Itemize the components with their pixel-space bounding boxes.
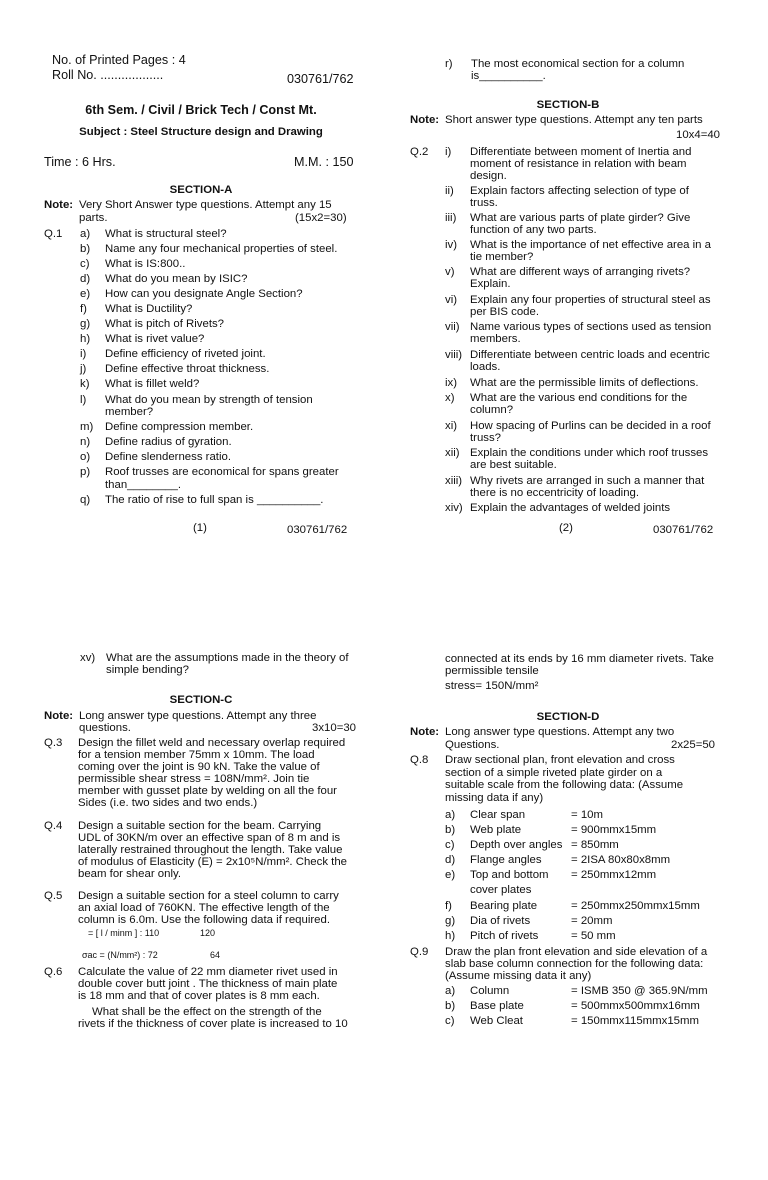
q2-item-text: Differentiate between moment of Inertia and bbox=[470, 146, 692, 158]
section-a-note: Very Short Answer type questions. Attempt any 15 bbox=[79, 199, 332, 211]
stress-row: σac = (N/mm²) : 72 bbox=[82, 950, 158, 960]
footer-code-1: 030761/762 bbox=[287, 524, 348, 536]
q8-item-value: = 900mmx15mm bbox=[571, 824, 657, 836]
slenderness-row: = [ l / minm ] : 110 bbox=[88, 928, 160, 938]
q1-item-label: g) bbox=[80, 318, 91, 330]
q9-item-label: a) bbox=[445, 985, 456, 997]
q1-item-label: n) bbox=[80, 436, 91, 448]
q8-item-key: Dia of rivets bbox=[470, 915, 531, 927]
q7-text-cont-3: stress= 150N/mm² bbox=[445, 680, 539, 692]
q1-item-text: Define compression member. bbox=[105, 421, 254, 433]
q2-item-text: tie member? bbox=[470, 251, 534, 263]
section-c-note: Long answer type questions. Attempt any three bbox=[79, 710, 317, 722]
q4-label: Q.4 bbox=[44, 820, 63, 832]
q4-line: Design a suitable section for the beam. Carrying bbox=[78, 820, 322, 832]
q2-item-label: xiii) bbox=[445, 475, 463, 487]
section-c-note-label: Note: bbox=[44, 710, 74, 722]
q8-item-label: b) bbox=[445, 824, 456, 836]
q2-item-text: What are the permissible limits of deflections. bbox=[470, 377, 699, 389]
q8-item-value: = 10m bbox=[571, 809, 603, 821]
q5-line: Design a suitable section for a steel column to carry bbox=[78, 890, 339, 902]
q9-item-label: c) bbox=[445, 1015, 455, 1027]
q2-item-text: design. bbox=[470, 170, 507, 182]
section-d-marks: 2x25=50 bbox=[671, 739, 716, 751]
q6-label: Q.6 bbox=[44, 966, 63, 978]
section-c-title: SECTION-C bbox=[169, 694, 233, 706]
q5-line: column is 6.0m. Use the following data if required. bbox=[78, 914, 330, 926]
q1-item-label: b) bbox=[80, 243, 91, 255]
q5-label: Q.5 bbox=[44, 890, 63, 902]
page-number-1: (1) bbox=[193, 522, 207, 534]
max-marks: M.M. : 150 bbox=[294, 155, 354, 169]
q3-line: member with gusset plate by welding on all the four bbox=[78, 785, 337, 797]
q8-item-label: d) bbox=[445, 854, 456, 866]
q2-item-text: per BIS code. bbox=[470, 306, 540, 318]
q2-item-text: function of any two parts. bbox=[470, 224, 597, 236]
q8-line: Draw sectional plan, front elevation and cross bbox=[445, 754, 675, 766]
q8-item-label: e) bbox=[445, 869, 456, 881]
q1-item-text: What is rivet value? bbox=[105, 333, 205, 345]
q4-line: beam for shear only. bbox=[78, 868, 181, 880]
q2-item-text: Name various types of sections used as tension bbox=[470, 321, 712, 333]
subject-line: Subject : Steel Structure design and Drawing bbox=[79, 126, 323, 138]
q3-line: coming over the joint is 90 kN. Take the value of bbox=[78, 761, 320, 773]
section-a-marks: (15x2=30) bbox=[295, 212, 347, 224]
q6-text-b: What shall be the effect on the strength of the bbox=[92, 1006, 322, 1018]
q1-item-label: f) bbox=[80, 303, 87, 315]
section-c-marks: 3x10=30 bbox=[312, 722, 357, 734]
q6-text-c: rivets if the thickness of cover plate is increased to 10 bbox=[78, 1018, 348, 1030]
q2-item-label: xiv) bbox=[445, 502, 463, 514]
q1-item-text: What is Ductility? bbox=[105, 303, 193, 315]
q2-item-text: What are different ways of arranging rivets? bbox=[470, 266, 691, 278]
q9-item-label: b) bbox=[445, 1000, 456, 1012]
q8-item-label: g) bbox=[445, 915, 456, 927]
q2-item-text: column? bbox=[470, 404, 514, 416]
q9-item-value: = 150mmx115mmx15mm bbox=[571, 1015, 699, 1027]
q1-item-text: than________. bbox=[105, 479, 182, 491]
q8-item-key: Depth over angles bbox=[470, 839, 563, 851]
q8-item-key: Top and bottom bbox=[470, 869, 549, 881]
q2-item-label: iv) bbox=[445, 239, 458, 251]
q1-item-text: How can you designate Angle Section? bbox=[105, 288, 303, 300]
q9-line: slab base column connection for the following data: bbox=[445, 958, 704, 970]
q1-item-label: p) bbox=[80, 466, 91, 478]
exam-page-2 bbox=[0, 620, 768, 1180]
q8-item-label: c) bbox=[445, 839, 455, 851]
q2-xv-text: What are the assumptions made in the theory of bbox=[106, 652, 349, 664]
q1-item-label: q) bbox=[80, 494, 91, 506]
q8-line: section of a simple riveted plate girder on a bbox=[445, 766, 663, 779]
q2-item-label: ii) bbox=[445, 185, 454, 197]
q1-item-label: o) bbox=[80, 451, 91, 463]
q8-item-key: Clear span bbox=[470, 809, 526, 821]
q3-line: permissible shear stress = 108N/mm². Join tie bbox=[78, 773, 310, 785]
q3-line: for a tension member 75mm x 10mm. The load bbox=[78, 749, 315, 761]
q1-item-text: Roof trusses are economical for spans greater bbox=[105, 466, 339, 478]
q8-item-value: = 20mm bbox=[571, 915, 613, 927]
q8-item-key: cover plates bbox=[470, 884, 532, 896]
q6-line: double cover butt joint . The thickness of main plate bbox=[78, 978, 338, 990]
q3-label: Q.3 bbox=[44, 737, 63, 749]
q2-item-label: viii) bbox=[445, 349, 463, 361]
paper-code: 030761/762 bbox=[287, 72, 354, 86]
q2-item-label: vii) bbox=[445, 321, 460, 333]
q1-item-label: m) bbox=[80, 421, 94, 433]
q9-item-key: Base plate bbox=[470, 1000, 524, 1012]
q2-label: Q.2 bbox=[410, 146, 429, 158]
section-c-note-cont: questions. bbox=[79, 722, 131, 734]
q1-item-text: What do you mean by ISIC? bbox=[105, 273, 248, 285]
q8-item-key: Web plate bbox=[470, 824, 522, 836]
q1-item-text: Define radius of gyration. bbox=[105, 436, 232, 448]
q8-item-label: f) bbox=[445, 900, 452, 912]
q1-item-label: a) bbox=[80, 228, 91, 240]
q4-line: UDL of 30KN/m over an effective span of 8 m and is bbox=[78, 832, 341, 844]
q6-line: is 18 mm and that of cover plates is 8 mm each. bbox=[78, 990, 320, 1002]
q1-item-label: c) bbox=[80, 258, 90, 270]
q2-item-text: truss. bbox=[470, 197, 498, 209]
q1-item-label: d) bbox=[80, 273, 91, 285]
q1-r-text: The most economical section for a column bbox=[471, 58, 685, 70]
q2-item-text: Explain. bbox=[470, 278, 511, 290]
q2-item-label: xii) bbox=[445, 447, 460, 459]
q3-line: Sides (i.e. two sides and two ends.) bbox=[78, 797, 258, 809]
q4-line: of modulus of Elasticity (E) = 2x10⁵N/mm². Check the bbox=[78, 856, 348, 868]
q3-line: Design the fillet weld and necessary overlap required bbox=[78, 737, 346, 749]
q1-label: Q.1 bbox=[44, 228, 63, 240]
q2-item-text: Explain factors affecting selection of type of bbox=[470, 185, 689, 197]
q4-line: laterally restrained throughout the length. Take value bbox=[78, 844, 343, 856]
q8-line: missing data if any) bbox=[445, 791, 544, 804]
q2-item-label: iii) bbox=[445, 212, 457, 224]
q1-item-text: What is pitch of Rivets? bbox=[105, 318, 225, 330]
q2-item-label: v) bbox=[445, 266, 455, 278]
q1-r-text-cont: is__________. bbox=[471, 70, 546, 82]
q8-line: suitable scale from the following data: (Assume bbox=[445, 779, 684, 791]
q9-item-key: Web Cleat bbox=[470, 1015, 523, 1027]
q2-item-text: moment of resistance in relation with beam bbox=[470, 158, 687, 170]
q8-item-key: Bearing plate bbox=[470, 900, 538, 912]
section-a-note-cont: parts. bbox=[79, 212, 108, 224]
q2-xv-text-cont: simple bending? bbox=[106, 664, 189, 676]
time-allowed: Time : 6 Hrs. bbox=[44, 155, 116, 169]
q1-item-label: i) bbox=[80, 348, 87, 360]
q2-item-label: i) bbox=[445, 146, 452, 158]
q7-text-cont-2: permissible tensile bbox=[445, 665, 539, 677]
section-d-note: Long answer type questions. Attempt any two bbox=[445, 726, 675, 738]
q2-item-text: Differentiate between centric loads and ecentric bbox=[470, 349, 710, 361]
q2-item-text: loads. bbox=[470, 361, 501, 373]
q2-item-text: are best suitable. bbox=[470, 459, 557, 471]
section-b-note: Short answer type questions. Attempt any ten parts bbox=[445, 114, 703, 126]
section-d-note-label: Note: bbox=[410, 726, 440, 738]
q9-item-value: = 500mmx500mmx16mm bbox=[571, 1000, 700, 1012]
q8-item-key: Pitch of rivets bbox=[470, 930, 539, 942]
footer-code-2: 030761/762 bbox=[653, 524, 714, 536]
q2-item-text: How spacing of Purlins can be decided in a roof bbox=[470, 420, 711, 432]
q8-item-key: Flange angles bbox=[470, 854, 542, 866]
q2-item-text: Why rivets are arranged in such a manner that bbox=[470, 475, 705, 487]
q2-item-label: vi) bbox=[445, 294, 458, 306]
slenderness-value: 120 bbox=[200, 928, 216, 938]
section-b-marks: 10x4=40 bbox=[676, 129, 721, 141]
q1-item-text: What is structural steel? bbox=[105, 228, 227, 240]
q1-item-text: What is fillet weld? bbox=[105, 378, 200, 390]
q1-item-text: Define slenderness ratio. bbox=[105, 451, 231, 463]
q2-xv-label: xv) bbox=[80, 652, 96, 664]
q2-item-text: Explain any four properties of structural steel as bbox=[470, 294, 711, 306]
q9-item-value: = ISMB 350 @ 365.9N/mm bbox=[571, 985, 708, 997]
q8-item-value: = 50 mm bbox=[571, 930, 616, 942]
q8-item-value: = 250mmx12mm bbox=[571, 869, 657, 881]
q2-item-text: members. bbox=[470, 333, 521, 345]
q2-item-text: Explain the conditions under which roof trusses bbox=[470, 447, 709, 459]
q2-item-text: What are various parts of plate girder? Give bbox=[470, 212, 691, 224]
q1-item-text: Name any four mechanical properties of steel. bbox=[105, 243, 338, 255]
q8-item-label: a) bbox=[445, 809, 456, 821]
q8-item-value: = 850mm bbox=[571, 839, 619, 851]
q8-label: Q.8 bbox=[410, 754, 429, 766]
page-number-2: (2) bbox=[559, 522, 573, 534]
roll-number: Roll No. .................. bbox=[52, 68, 164, 82]
semester-line: 6th Sem. / Civil / Brick Tech / Const Mt. bbox=[85, 103, 317, 117]
section-d-note-cont: Questions. bbox=[445, 739, 500, 751]
section-b-title: SECTION-B bbox=[536, 99, 600, 111]
q1-item-label: h) bbox=[80, 333, 91, 345]
q9-line: Draw the plan front elevation and side elevation of a bbox=[445, 946, 708, 958]
q5-line: an axial load of 760KN. The effective length of the bbox=[78, 902, 330, 914]
q2-item-text: there is no eccentricity of loading. bbox=[470, 487, 640, 499]
q1-item-text: Define efficiency of riveted joint. bbox=[105, 348, 266, 360]
section-a-note-label: Note: bbox=[44, 199, 74, 211]
q2-item-text: What is the importance of net effective area in a bbox=[470, 239, 712, 251]
q7-text-cont: connected at its ends by 16 mm diameter rivets. Take bbox=[445, 653, 714, 665]
q9-label: Q.9 bbox=[410, 946, 429, 958]
q1-item-label: j) bbox=[80, 363, 87, 375]
stress-value: 64 bbox=[210, 950, 221, 960]
section-b-note-label: Note: bbox=[410, 114, 440, 126]
exam-page-1 bbox=[0, 0, 768, 560]
q1-item-label: l) bbox=[80, 394, 87, 406]
q1-item-text: The ratio of rise to full span is __________. bbox=[105, 494, 324, 506]
section-a-title: SECTION-A bbox=[169, 184, 233, 196]
q1-item-text: What do you mean by strength of tension bbox=[105, 394, 313, 406]
q1-item-label: k) bbox=[80, 378, 90, 390]
q2-item-text: Explain the advantages of welded joints bbox=[470, 502, 671, 514]
q1-item-label: e) bbox=[80, 288, 91, 300]
q2-item-text: What are the various end conditions for the bbox=[470, 392, 688, 404]
q2-item-label: xi) bbox=[445, 420, 458, 432]
q1-item-text: What is IS:800.. bbox=[105, 258, 186, 270]
q6-line: Calculate the value of 22 mm diameter rivet used in bbox=[78, 966, 338, 978]
q2-item-label: ix) bbox=[445, 377, 458, 389]
q2-item-label: x) bbox=[445, 392, 455, 404]
q1-r-label: r) bbox=[445, 58, 453, 70]
q1-item-text: Define effective throat thickness. bbox=[105, 363, 270, 375]
q9-item-key: Column bbox=[470, 985, 510, 997]
q1-item-text: member? bbox=[105, 406, 154, 418]
q8-item-label: h) bbox=[445, 930, 456, 942]
q8-item-value: = 250mmx250mmx15mm bbox=[571, 900, 700, 912]
q8-item-value: = 2ISA 80x80x8mm bbox=[571, 854, 671, 866]
q2-item-text: truss? bbox=[470, 432, 502, 444]
q9-line: (Assume missing data it any) bbox=[445, 970, 592, 982]
section-d-title: SECTION-D bbox=[536, 711, 600, 723]
printed-pages: No. of Printed Pages : 4 bbox=[52, 53, 186, 67]
